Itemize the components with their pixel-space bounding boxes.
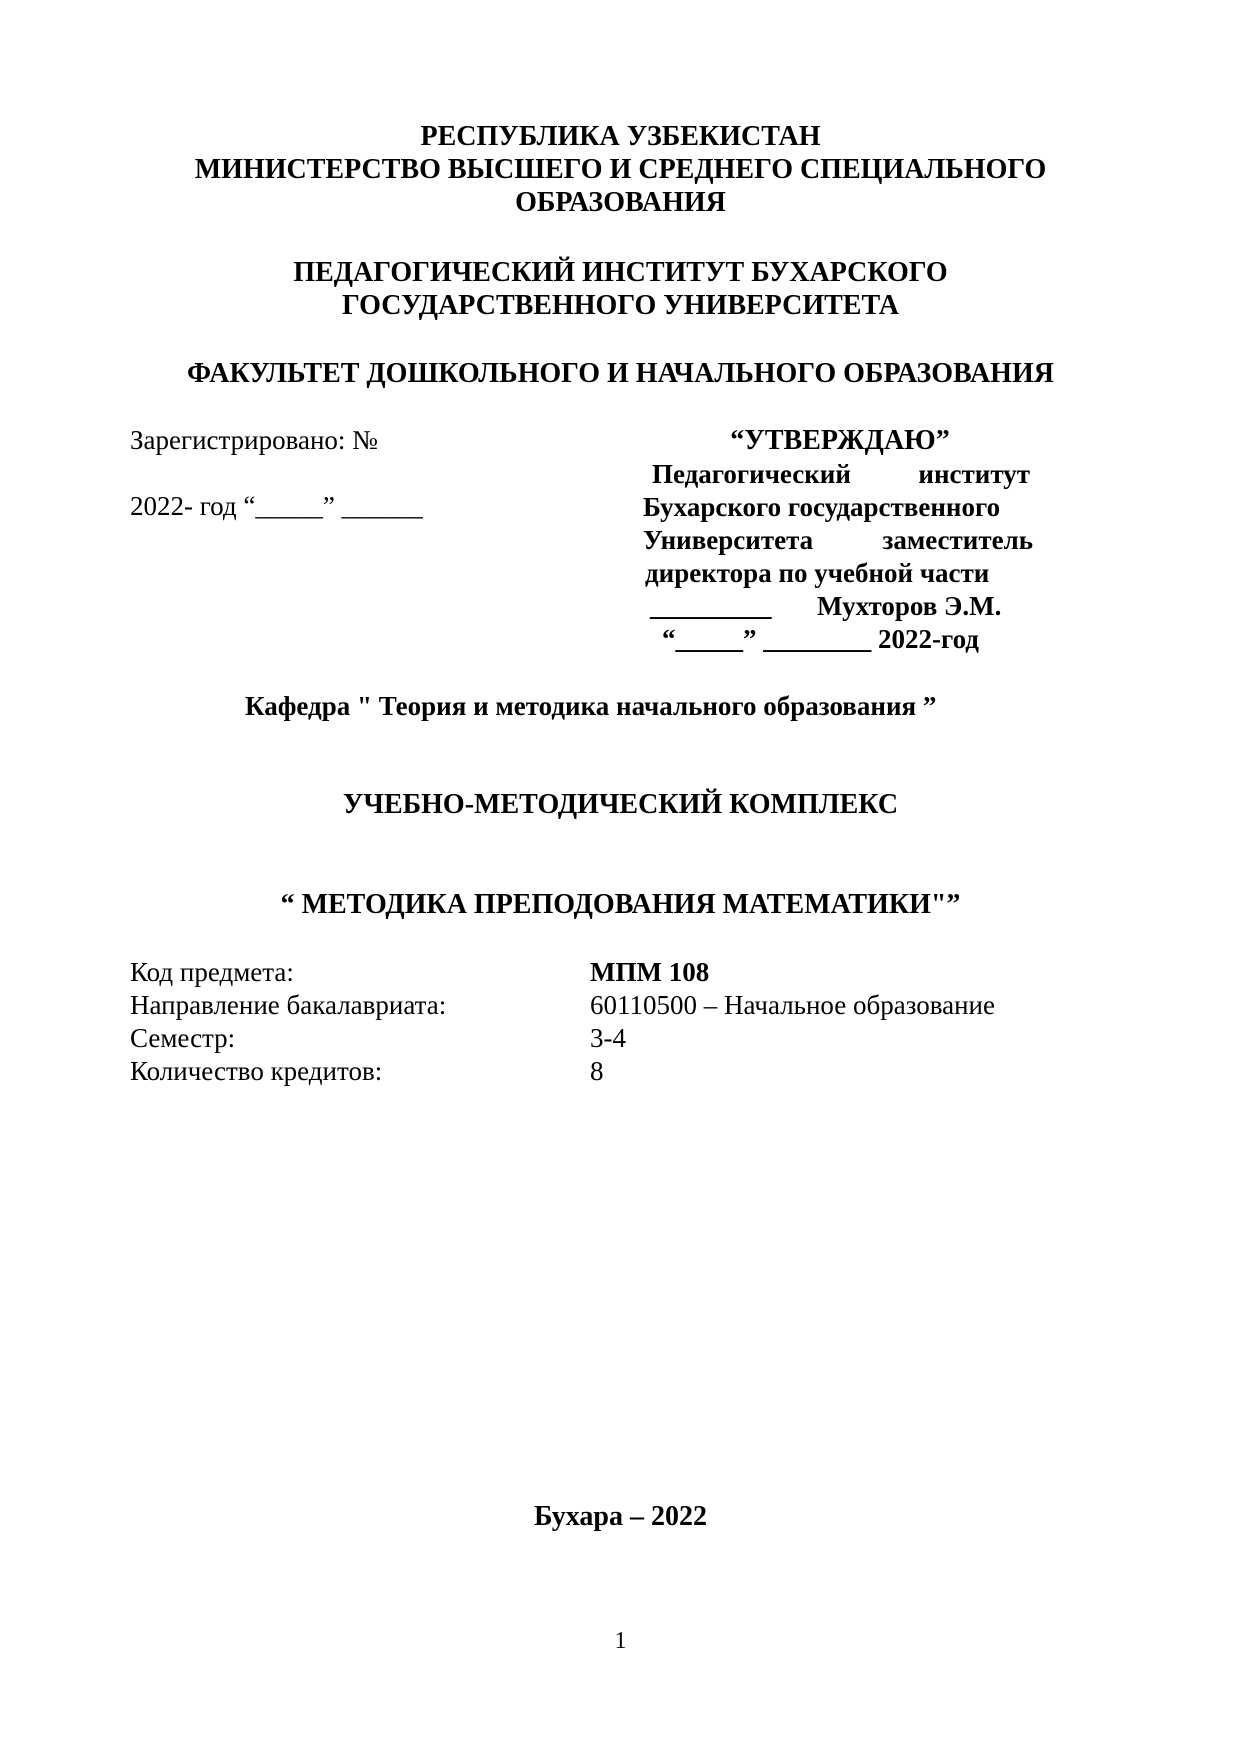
semester-label: Семестр: xyxy=(130,1023,236,1053)
subject-code-label: Код предмета: xyxy=(130,957,294,987)
approval-signature xyxy=(650,590,1050,623)
approval-line-2: Бухарского государственного xyxy=(643,492,1001,522)
header-country: РЕСПУБЛИКА УЗБЕКИСТАН xyxy=(420,121,821,152)
direction-label: Направление бакалавриата: xyxy=(130,990,447,1020)
department-name: Кафедра " Теория и методика начального образования ” xyxy=(245,691,937,721)
institute-name-line2: ГОСУДАРСТВЕННОГО УНИВЕРСИТЕТА xyxy=(342,290,899,321)
header-ministry: МИНИСТЕРСТВО ВЫСШЕГО И СРЕДНЕГО СПЕЦИАЛЬНОГО xyxy=(194,154,1047,185)
page-number: 1 xyxy=(614,1628,627,1654)
subject-title: “ МЕТОДИКА ПРЕПОДОВАНИЯ МАТЕМАТИКИ"” xyxy=(280,889,961,920)
direction-value: 60110500 – Начальное образование xyxy=(590,990,995,1020)
credits-label: Количество кредитов: xyxy=(130,1056,383,1086)
signature-blank: _________ xyxy=(650,591,772,621)
approval-line-4: директора по учебной части xyxy=(645,558,990,588)
approval-line-3-a: Университета xyxy=(643,525,814,555)
complex-title: УЧЕБНО-МЕТОДИЧЕСКИЙ КОМПЛЕКС xyxy=(342,789,899,820)
header-ministry-cont: ОБРАЗОВАНИЯ xyxy=(515,187,726,218)
faculty-name: ФАКУЛЬТЕТ ДОШКОЛЬНОГО И НАЧАЛЬНОГО ОБРАЗОВАНИЯ xyxy=(187,358,1054,389)
approval-line-3 xyxy=(643,524,1033,557)
approval-date: “_____” ________ 2022-год xyxy=(662,624,979,654)
signature-name: Мухторов Э.М. xyxy=(817,591,1002,621)
approval-line-1-b: институт xyxy=(918,459,1030,489)
registration-number: Зарегистрировано: № xyxy=(130,425,378,455)
approval-line-1-a: Педагогический xyxy=(652,459,851,489)
institute-name-line1: ПЕДАГОГИЧЕСКИЙ ИНСТИТУТ БУХАРСКОГО xyxy=(293,257,948,288)
semester-value: 3-4 xyxy=(590,1023,626,1053)
registration-year: 2022- год “_____” ______ xyxy=(130,491,423,521)
approval-line-1 xyxy=(652,458,1030,491)
subject-code-value: МПМ 108 xyxy=(590,957,710,987)
approval-title: “УТВЕРЖДАЮ” xyxy=(730,425,950,456)
credits-value: 8 xyxy=(590,1056,604,1086)
approval-line-3-b: заместитель xyxy=(882,525,1033,555)
footer-city-year: Бухара – 2022 xyxy=(533,1501,708,1532)
